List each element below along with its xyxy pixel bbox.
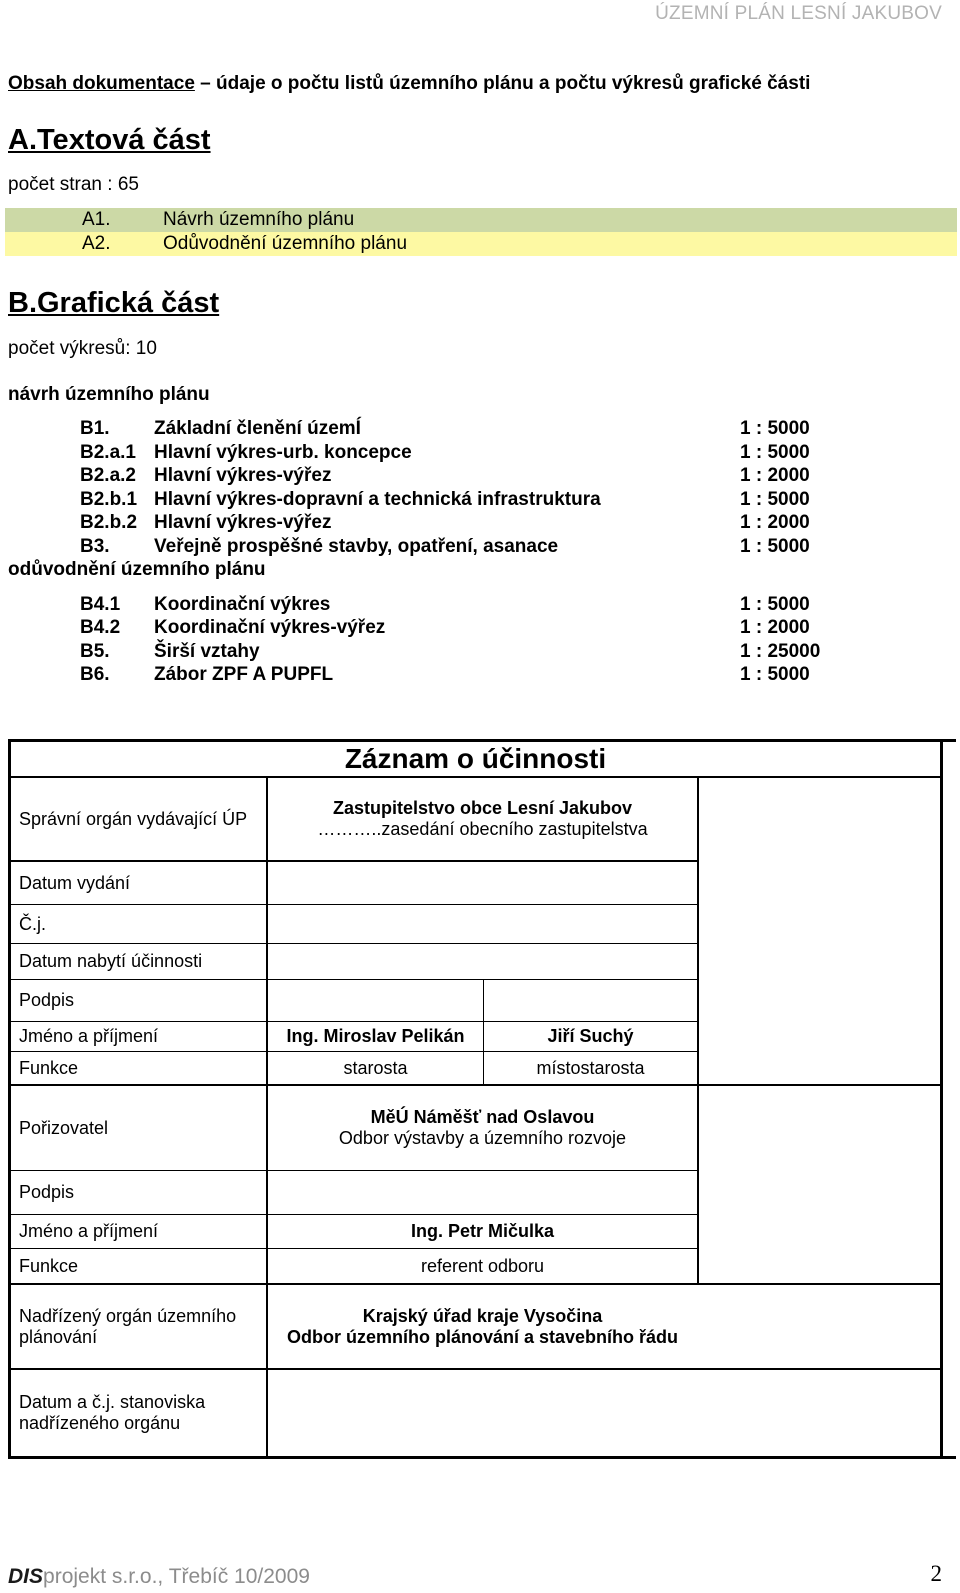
drawing-row	[0, 465, 960, 489]
name-label-2: Jméno a příjmení	[19, 1221, 159, 1241]
drawing-scale: 1 : 2000	[740, 617, 810, 638]
section-a-page-count: počet stran : 65	[8, 174, 139, 195]
drawing-code: B3.	[80, 536, 110, 557]
drawing-row	[0, 664, 960, 688]
authority-session: ………..zasedání obecního zastupitelstva	[317, 819, 648, 839]
section-a-item-2	[5, 232, 957, 256]
drawing-name: Hlavní výkres-výřez	[154, 465, 332, 486]
table-border	[8, 739, 11, 1459]
drawing-code: B2.a.2	[80, 465, 136, 486]
drawing-code: B6.	[80, 664, 110, 685]
page-header: ÚZEMNÍ PLÁN LESNÍ JAKUBOV	[655, 3, 942, 24]
superior-name: Krajský úřad kraje Vysočina	[362, 1305, 603, 1326]
document-title	[8, 73, 810, 95]
section-a-item-code: A1.	[82, 209, 111, 230]
drawing-scale: 1 : 5000	[740, 489, 810, 510]
authority-label: Správní orgán vydávající ÚP	[19, 808, 248, 829]
section-a-item-name: Odůvodnění územního plánu	[163, 233, 408, 254]
authority-value	[268, 778, 697, 860]
superior-department: Odbor územního plánování a stavebního řádu	[286, 1326, 679, 1347]
drawing-scale: 1 : 5000	[740, 664, 810, 685]
name-value-1: Ing. Miroslav Pelikán	[286, 1026, 465, 1046]
drawing-code: B2.b.2	[80, 512, 138, 533]
drawing-row	[0, 617, 960, 641]
function-label-2: Funkce	[19, 1255, 79, 1276]
statement-label-line-1: Datum a č.j. stanoviska	[19, 1392, 206, 1412]
effect-date-label: Datum nabytí účinnosti	[19, 951, 203, 971]
drawing-row	[0, 418, 960, 442]
issue-date-label: Datum vydání	[19, 872, 131, 893]
name-value-2: Jiří Suchý	[547, 1026, 634, 1046]
drawing-name: Koordinační výkres	[154, 594, 331, 615]
drawing-scale: 1 : 5000	[740, 442, 810, 463]
superior-label	[19, 1285, 264, 1368]
drawing-name: Hlavní výkres-urb. koncepce	[154, 442, 412, 463]
section-a-item-code: A2.	[82, 233, 111, 254]
drawing-scale: 1 : 2000	[740, 512, 810, 533]
section-b-drawing-count: počet výkresů: 10	[8, 338, 157, 359]
drawing-scale: 1 : 25000	[740, 641, 821, 662]
superior-label-line-2: plánování	[19, 1326, 98, 1347]
document-title-label: Obsah dokumentace	[8, 73, 195, 94]
drawing-code: B4.1	[80, 594, 121, 615]
drawing-scale: 1 : 2000	[740, 465, 810, 486]
drawing-name: Hlavní výkres-dopravní a technická infrastruktura	[154, 489, 601, 510]
procurer-department: Odbor výstavby a územního rozvoje	[338, 1128, 627, 1148]
document-title-rest: – údaje o počtu listů územního plánu a počtu výkresů grafické části	[194, 73, 811, 94]
superior-label-line-1: Nadřízený orgán územního	[19, 1305, 237, 1326]
drawing-row	[0, 641, 960, 665]
function-value-1: starosta	[343, 1057, 408, 1078]
statement-label	[19, 1370, 264, 1456]
drawing-scale: 1 : 5000	[740, 536, 810, 557]
procurer-label: Pořizovatel	[19, 1117, 109, 1138]
drawing-name: Širší vztahy	[154, 641, 260, 662]
page-number: 2	[930, 1561, 942, 1586]
section-a-heading: A.Textová část	[8, 124, 211, 156]
procurer-value	[268, 1086, 697, 1170]
function-label: Funkce	[19, 1057, 79, 1078]
section-b-group-proposal: návrh územního plánu	[8, 384, 210, 405]
signature-label-2: Podpis	[19, 1182, 75, 1202]
drawing-row	[0, 442, 960, 466]
section-b-group-justification: odůvodnění územního plánu	[8, 559, 266, 580]
signature-label: Podpis	[19, 990, 75, 1010]
drawing-code: B2.b.1	[80, 489, 138, 510]
function-value-2: místostarosta	[536, 1057, 645, 1078]
table-rule	[697, 778, 699, 1283]
footer-brand: DIS	[8, 1565, 44, 1588]
function-value-procurer: referent odboru	[420, 1255, 545, 1276]
drawing-row	[0, 536, 960, 560]
record-title: Záznam o účinnosti	[344, 743, 607, 774]
name-label: Jméno a příjmení	[19, 1026, 159, 1046]
procurer-name: MěÚ Náměšť nad Oslavou	[370, 1107, 595, 1127]
drawing-scale: 1 : 5000	[740, 594, 810, 615]
section-b-heading: B.Grafická část	[8, 287, 220, 319]
drawing-code: B5.	[80, 641, 110, 662]
footer-company	[8, 1565, 310, 1589]
section-a-item-name: Návrh územního plánu	[163, 209, 355, 230]
section-a-item-1	[5, 208, 957, 232]
statement-label-line-2: nadřízeného orgánu	[19, 1413, 181, 1433]
drawing-name: Základní členění územÍ	[154, 418, 361, 439]
superior-value	[268, 1285, 697, 1368]
table-border	[940, 739, 943, 1459]
drawing-name: Zábor ZPF A PUPFL	[154, 664, 334, 685]
drawing-code: B1.	[80, 418, 110, 439]
table-border	[8, 1456, 956, 1459]
drawing-name: Koordinační výkres-výřez	[154, 617, 386, 638]
drawing-name: Hlavní výkres-výřez	[154, 512, 332, 533]
drawing-row	[0, 489, 960, 513]
drawing-row	[0, 512, 960, 536]
name-value-procurer: Ing. Petr Mičulka	[410, 1221, 555, 1241]
drawing-code: B2.a.1	[80, 442, 136, 463]
authority-name: Zastupitelstvo obce Lesní Jakubov	[332, 798, 633, 818]
drawing-scale: 1 : 5000	[740, 418, 810, 439]
ref-number-label: Č.j.	[19, 913, 46, 934]
drawing-row	[0, 594, 960, 618]
footer-company-rest: projekt s.r.o., Třebíč 10/2009	[43, 1565, 310, 1588]
drawing-code: B4.2	[80, 617, 121, 638]
drawing-name: Veřejně prospěšné stavby, opatření, asanace	[154, 536, 559, 557]
